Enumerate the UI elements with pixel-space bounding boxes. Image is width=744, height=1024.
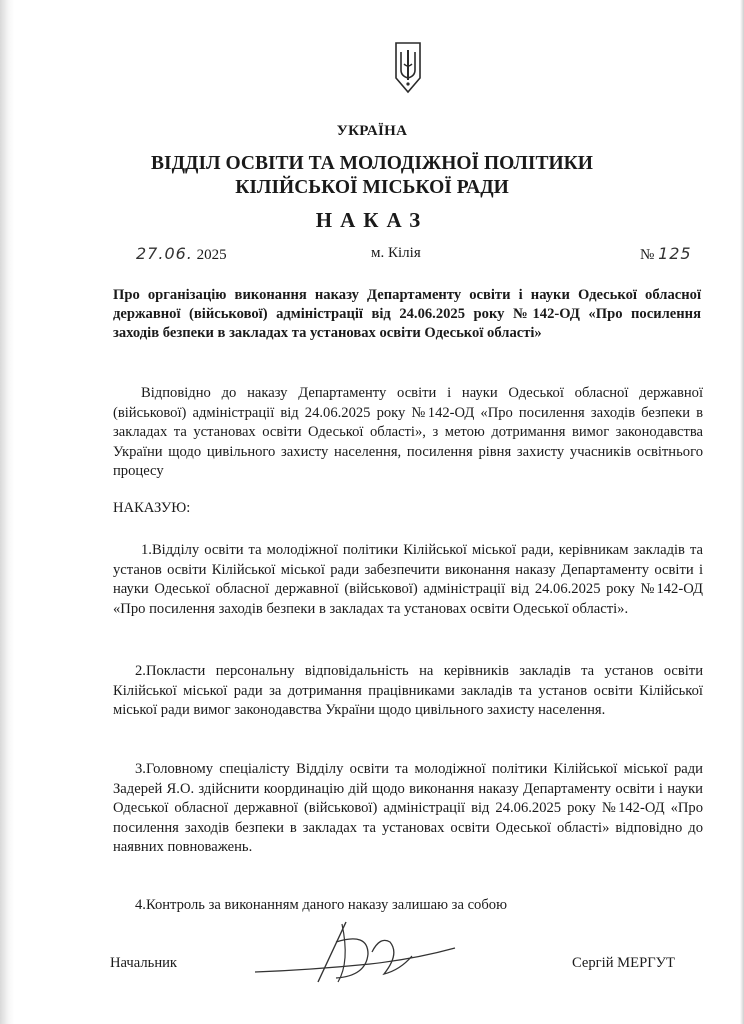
trident-emblem-icon <box>393 40 423 94</box>
document-type: НАКАЗ <box>315 208 429 232</box>
handwritten-date: 27.06. <box>136 244 193 263</box>
signatory-title: Начальник <box>110 955 178 971</box>
department-line-1: ВІДДІЛ ОСВІТИ ТА МОЛОДІЖНОЇ ПОЛІТИКИ <box>151 153 593 174</box>
order-word: НАКАЗУЮ: <box>113 500 191 516</box>
signatory-name: Сергій МЕРГУТ <box>572 955 675 971</box>
department-name <box>0 152 744 200</box>
order-item-3: 3.Головному спеціалісту Відділу освіти та молодіжної політики Кілійської міської ради Задерей Я.О. здійснити координацію дій щодо виконання наказу Департаменту освіти і науки Одеської обласної державної (військової) адміністрації від 24.06.2025 року №142-ОД «Про посилення заходів безпеки в закладах та установах освіти Одеської області» відповідно до наявних повноважень. <box>113 761 703 855</box>
handwritten-number: 125 <box>658 244 692 263</box>
preamble-paragraph: Відповідно до наказу Департаменту освіти і науки Одеської обласної державної (військової) адміністрації від 24.06.2025 року №142-ОД «Про посилення заходів безпеки в закладах та установах освіти Одеської області», з метою дотримання вимог законодавства України щодо цивільного захисту населення, посилення рівня захисту учасників освітнього процесу <box>113 385 703 479</box>
number-prefix: № <box>640 247 655 263</box>
city: м. Кілія <box>371 245 421 261</box>
department-line-2: КІЛІЙСЬКОЇ МІСЬКОЇ РАДИ <box>235 177 509 198</box>
order-item-4: 4.Контроль за виконанням даного наказу залишаю за собою <box>135 897 507 913</box>
date-year: 2025 <box>196 247 227 263</box>
order-subject: Про організацію виконання наказу Департаменту освіти і науки Одеської обласної державної (військової) адміністрації від 24.06.2025 року №142-ОД «Про посилення заходів безпеки в закладах та установах освіти Одеської області» <box>113 287 701 341</box>
order-number <box>640 244 692 264</box>
country-name: УКРАЇНА <box>336 123 408 139</box>
order-item-2: 2.Покласти персональну відповідальність на керівників закладів та установ освіти Кілійської міської ради за дотримання працівниками закладів та установ освіти Кілійської міської ради вимог законодавства України щодо цивільного захисту населення. <box>113 663 703 718</box>
handwritten-signature <box>250 912 460 997</box>
order-date <box>136 244 227 264</box>
order-item-1: 1.Відділу освіти та молодіжної політики Кілійської міської ради, керівникам закладів та установ освіти Кілійської міської ради забезпечити виконання наказу Департаменту освіти і науки Одеської обласної державної (військової) адміністрації від 24.06.2025 року №142-ОД «Про посилення заходів безпеки в закладах та установах освіти Одеської області». <box>113 542 703 617</box>
